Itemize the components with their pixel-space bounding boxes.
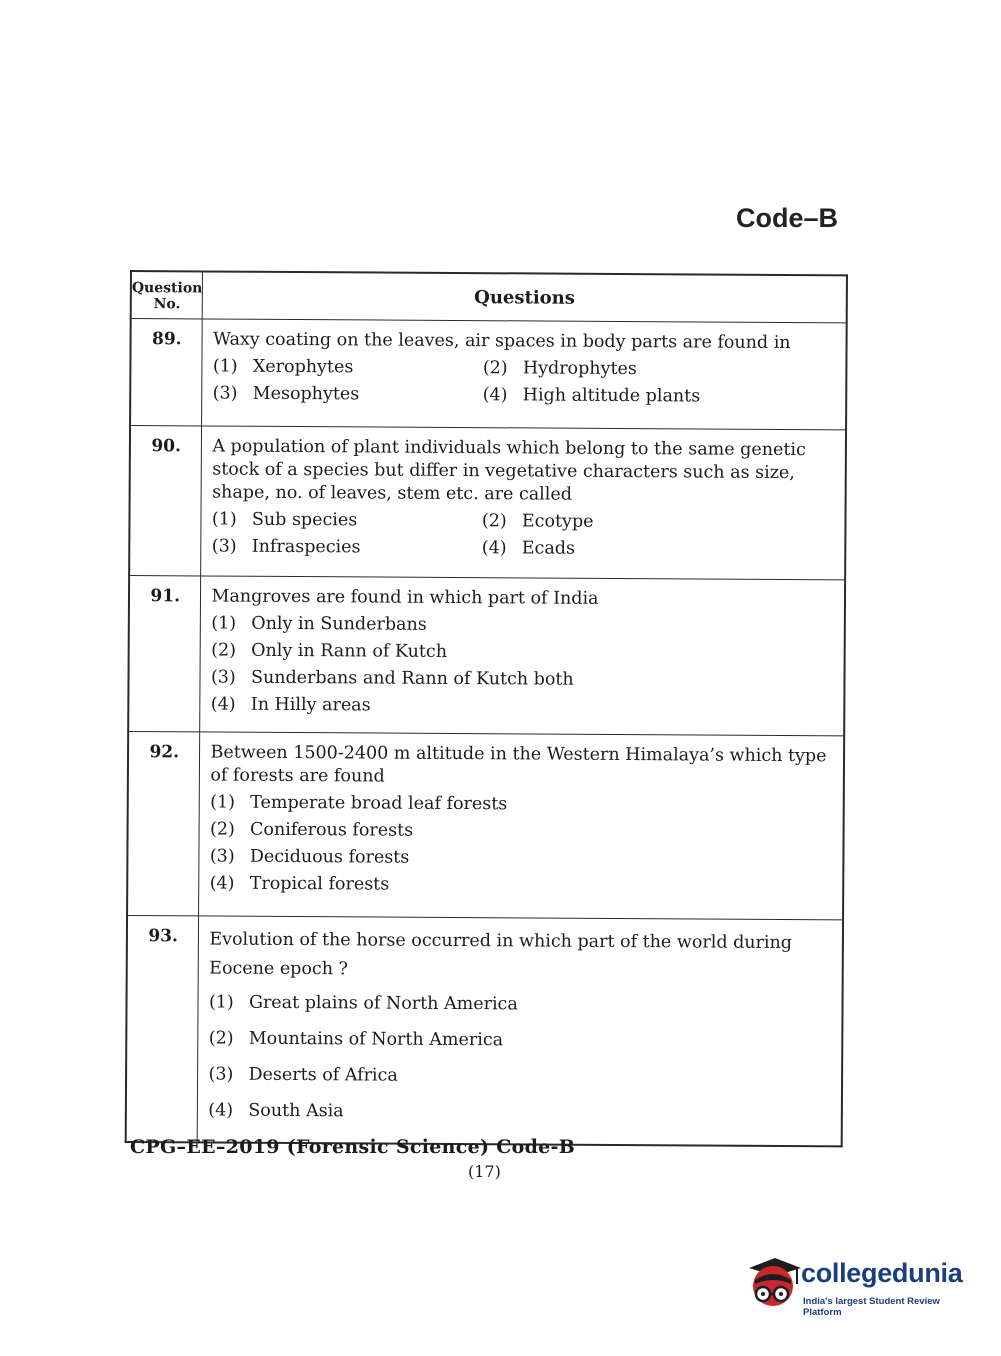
option xyxy=(482,510,839,535)
option-label: (3) xyxy=(212,383,238,404)
questions-table xyxy=(125,270,848,1147)
question-row xyxy=(130,319,847,430)
option xyxy=(210,818,837,845)
option-text: Infraspecies xyxy=(251,536,361,558)
option xyxy=(208,1063,835,1090)
footer-exam-code: CPG–EE–2019 (Forensic Science) Code-B xyxy=(130,1136,576,1158)
option xyxy=(209,1027,836,1054)
options-grid xyxy=(213,356,840,410)
option-text: Deserts of Africa xyxy=(248,1064,398,1086)
option-text: Great plains of North America xyxy=(248,992,518,1015)
question-text: Evolution of the horse occurred in which part of the world during Eocene epoch ? xyxy=(209,929,793,980)
question-row xyxy=(127,731,844,919)
question-cell xyxy=(199,732,844,920)
question-number: 93. xyxy=(126,915,199,1142)
question-text: Mangroves are found in which part of India xyxy=(211,586,599,609)
option-label: (4) xyxy=(208,1100,234,1121)
question-text: A population of plant individuals which belong to the same genetic stock of a species but differ in vegetative characters such as size, shape, no. of leaves, stem etc. are called xyxy=(212,436,806,505)
option-label: (4) xyxy=(482,385,508,406)
option-text: Temperate broad leaf forests xyxy=(250,792,508,815)
question-cell xyxy=(201,426,846,580)
options-list xyxy=(210,792,837,900)
col-header-questions: Questions xyxy=(203,271,847,322)
option-label: (1) xyxy=(212,356,238,377)
option-label: (2) xyxy=(209,819,235,840)
question-text: Between 1500-2400 m altitude in the Western Himalaya’s which type of forests are found xyxy=(210,742,827,787)
option xyxy=(211,694,838,721)
code-label: Code–B xyxy=(736,203,839,233)
option-text: Deciduous forests xyxy=(249,846,410,868)
option-label: (2) xyxy=(208,1028,234,1049)
option-label: (3) xyxy=(210,667,236,688)
option-label: (3) xyxy=(209,846,235,867)
option xyxy=(210,845,837,872)
option-label: (1) xyxy=(211,613,237,634)
option xyxy=(211,613,838,640)
option xyxy=(211,640,838,667)
option-label: (2) xyxy=(481,511,507,532)
collegedunia-watermark xyxy=(743,1250,973,1320)
option-text: South Asia xyxy=(248,1100,344,1122)
question-row xyxy=(126,915,843,1146)
question-row xyxy=(129,426,846,580)
brand-tagline: India's largest Student Review Platform xyxy=(803,1296,940,1318)
option-text: Mesophytes xyxy=(252,383,360,405)
option xyxy=(483,357,840,382)
option xyxy=(208,1099,835,1126)
option-text: High altitude plants xyxy=(522,385,701,407)
option xyxy=(483,384,840,409)
option-label: (3) xyxy=(208,1064,234,1085)
question-row xyxy=(128,576,845,736)
options-list xyxy=(208,991,835,1126)
question-number: 89. xyxy=(130,319,203,426)
option-text: Sunderbans and Rann of Kutch both xyxy=(250,667,574,690)
option-text: Only in Rann of Kutch xyxy=(251,640,448,662)
question-number: 92. xyxy=(127,731,200,915)
option-text: Ecotype xyxy=(521,511,594,532)
question-cell xyxy=(198,916,843,1146)
table-header-row xyxy=(131,271,847,323)
option xyxy=(482,537,839,562)
question-number: 90. xyxy=(129,426,202,576)
option-text: Coniferous forests xyxy=(249,819,414,841)
option xyxy=(212,509,482,534)
page-number: (17) xyxy=(468,1162,501,1181)
option-label: (2) xyxy=(482,358,508,379)
option-label: (1) xyxy=(211,509,237,530)
option xyxy=(212,536,482,561)
options-list xyxy=(211,613,838,721)
option xyxy=(209,991,836,1018)
option-text: Sub species xyxy=(251,509,358,531)
option-text: In Hilly areas xyxy=(250,694,371,716)
option-text: Mountains of North America xyxy=(248,1028,504,1051)
col-header-question-no: Question No. xyxy=(131,271,203,319)
question-cell xyxy=(202,319,847,430)
option xyxy=(210,872,837,899)
option xyxy=(213,383,483,408)
option-label: (2) xyxy=(211,640,237,661)
option-label: (4) xyxy=(209,873,235,894)
option xyxy=(211,667,838,694)
options-grid xyxy=(212,509,839,563)
question-number: 91. xyxy=(128,576,201,732)
question-text: Waxy coating on the leaves, air spaces in body parts are found in xyxy=(212,329,791,354)
brand-name: collegedunia xyxy=(801,1258,963,1288)
question-cell xyxy=(200,576,845,736)
option-text: Only in Sunderbans xyxy=(251,613,427,635)
option xyxy=(210,792,837,819)
option-label: (1) xyxy=(210,792,236,813)
option-label: (4) xyxy=(481,538,507,559)
option-label: (3) xyxy=(211,536,237,557)
option-text: Ecads xyxy=(521,538,576,559)
option-text: Xerophytes xyxy=(252,356,354,378)
option-label: (1) xyxy=(208,992,234,1013)
option-label: (4) xyxy=(210,694,236,715)
option-text: Tropical forests xyxy=(249,873,390,895)
mascot-logo-icon xyxy=(743,1250,803,1312)
option-text: Hydrophytes xyxy=(522,358,637,380)
option xyxy=(213,356,483,381)
